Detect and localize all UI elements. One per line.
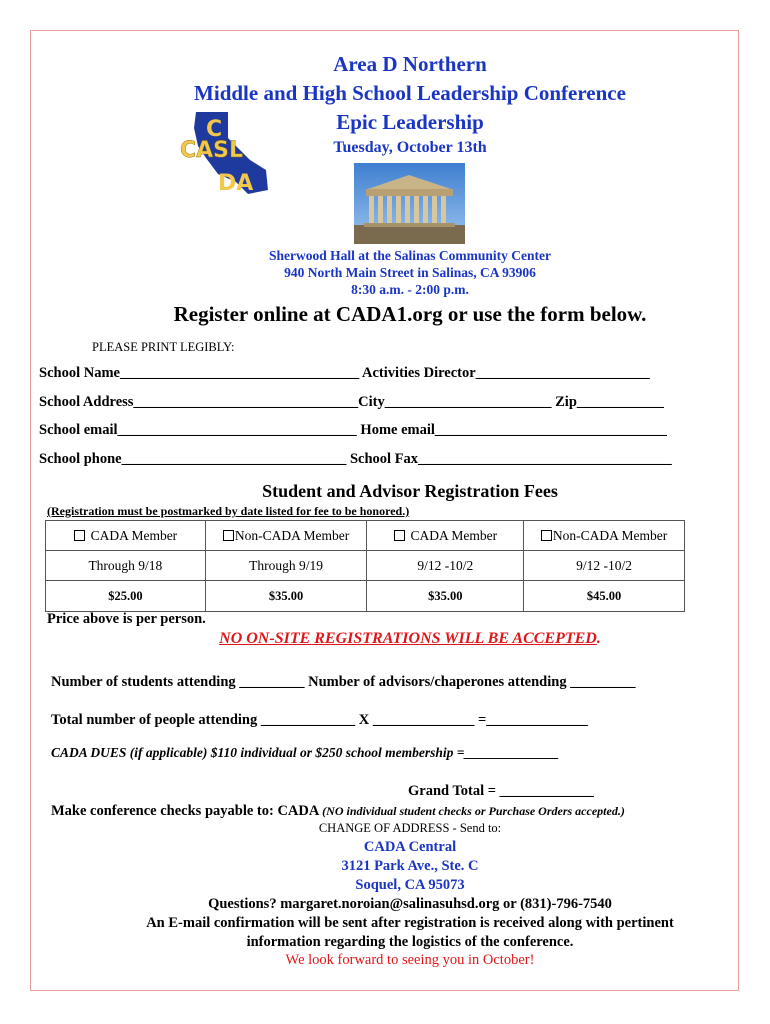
- fee-price-cell: $35.00: [205, 581, 367, 612]
- price-per-person-note: Price above is per person.: [47, 611, 206, 627]
- fee-date-cell: 9/12 -10/2: [524, 551, 685, 581]
- confirmation-note-line1: An E-mail confirmation will be sent after registration is received along with pertinent: [146, 915, 674, 931]
- fee-option-cada-late[interactable]: CADA Member: [367, 521, 524, 551]
- fee-price-cell: $25.00: [46, 581, 206, 612]
- print-legibly-note: PLEASE PRINT LEGIBLY:: [92, 340, 235, 354]
- conference-date: Tuesday, October 13th: [333, 139, 487, 156]
- school-address-field[interactable]: School Address_______________________________City_______________________ Zip____________: [39, 394, 664, 410]
- checkbox-icon[interactable]: [74, 530, 85, 541]
- venue-address: 940 North Main Street in Salinas, CA 93906: [284, 265, 536, 280]
- total-people-field[interactable]: Total number of people attending _____________ X ______________ =______________: [51, 712, 588, 728]
- checkbox-icon[interactable]: [394, 530, 405, 541]
- fee-option-cada-early[interactable]: CADA Member: [46, 521, 206, 551]
- checkbox-icon[interactable]: [223, 530, 234, 541]
- school-email-field[interactable]: School email_________________________________ Home email________________________________: [39, 422, 667, 438]
- checks-payable-line: Make conference checks payable to: CADA (NO individual student checks or Purchase Orders accepted.): [51, 803, 625, 819]
- parthenon-image: [354, 163, 465, 244]
- fee-date-cell: 9/12 -10/2: [367, 551, 524, 581]
- school-phone-field[interactable]: School phone_______________________________ School Fax___________________________________: [39, 451, 672, 467]
- fees-heading: Student and Advisor Registration Fees: [262, 481, 558, 501]
- cada-logo: [178, 108, 278, 198]
- attendee-counts-field[interactable]: Number of students attending _________ Number of advisors/chaperones attending _________: [51, 674, 636, 690]
- conference-title: Middle and High School Leadership Conference: [194, 81, 626, 105]
- no-onsite-notice: NO ON-SITE REGISTRATIONS WILL BE ACCEPTED.: [219, 630, 601, 647]
- fee-date-cell: Through 9/18: [46, 551, 206, 581]
- fees-table: [45, 520, 685, 612]
- fees-deadline-note: (Registration must be postmarked by date listed for fee to be honored.): [47, 504, 410, 518]
- fee-option-noncada-early[interactable]: Non-CADA Member: [205, 521, 367, 551]
- conference-theme: Epic Leadership: [336, 110, 484, 134]
- register-heading: Register online at CADA1.org or use the form below.: [173, 302, 647, 326]
- closing-message: We look forward to seeing you in October!: [285, 952, 535, 968]
- logo-da-text: DA: [218, 171, 254, 196]
- fee-price-cell: $45.00: [524, 581, 685, 612]
- grand-total-field[interactable]: Grand Total = _____________: [408, 783, 594, 799]
- school-name-field[interactable]: School Name_________________________________ Activities Director________________________: [39, 365, 650, 381]
- checkbox-icon[interactable]: [541, 530, 552, 541]
- cada-dues-field[interactable]: CADA DUES (if applicable) $110 individual or $250 school membership =______________: [51, 745, 559, 760]
- fee-option-noncada-late[interactable]: Non-CADA Member: [524, 521, 685, 551]
- mailing-street: 3121 Park Ave., Ste. C: [341, 858, 479, 874]
- logo-casl-text: CASL: [180, 138, 244, 163]
- mailing-city: Soquel, CA 95073: [355, 877, 465, 893]
- conference-area-title: Area D Northern: [333, 52, 487, 76]
- venue-name: Sherwood Hall at the Salinas Community Center: [268, 248, 551, 263]
- change-address-label: CHANGE OF ADDRESS - Send to:: [318, 821, 502, 835]
- fee-price-cell: $35.00: [367, 581, 524, 612]
- venue-time: 8:30 a.m. - 2:00 p.m.: [351, 282, 469, 297]
- confirmation-note-line2: information regarding the logistics of the conference.: [246, 934, 574, 950]
- fee-date-cell: Through 9/19: [205, 551, 367, 581]
- mailing-org: CADA Central: [363, 839, 457, 855]
- logo-letter-c: C: [206, 117, 223, 142]
- questions-contact: Questions? margaret.noroian@salinasuhsd.org or (831)-796-7540: [208, 896, 612, 912]
